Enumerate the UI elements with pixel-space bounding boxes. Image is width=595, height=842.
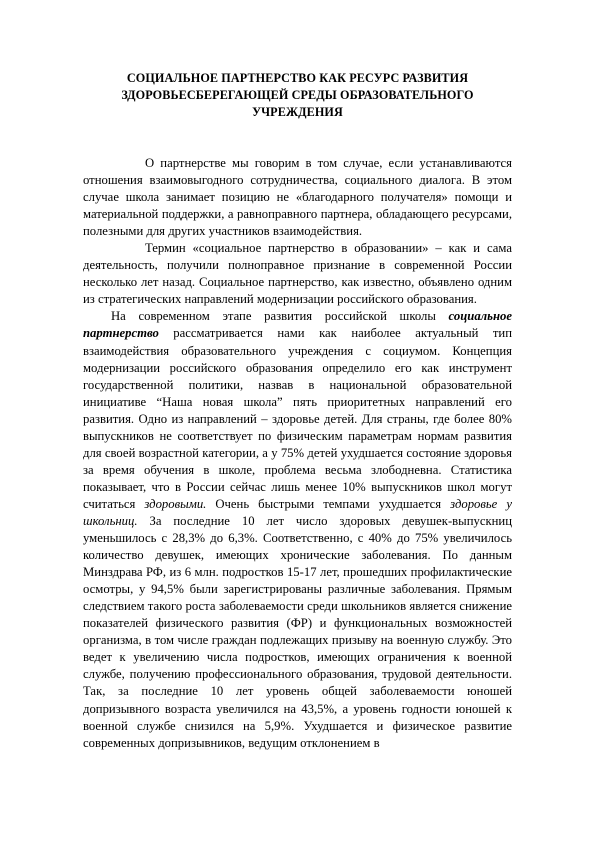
title-line-1: СОЦИАЛЬНОЕ ПАРТНЕРСТВО КАК РЕСУРС РАЗВИТИЯ xyxy=(126,71,469,85)
paragraph-partnership-definition: О партнерстве мы говорим в том случае, если устанавливаются отношения взаимовыгодного сотрудничества, социального диалога. В этом случае школа занимает позицию не «благодарного получателя» помощи и материальной поддержки, а равноправного партнера, обладающего ресурсами, полезными для других участников взаимодействия. xyxy=(83,156,512,239)
document-page xyxy=(83,70,512,752)
emphasis-healthy: здоровыми. xyxy=(144,496,207,511)
emphasis-social-partnership: социальное партнерство xyxy=(83,309,512,341)
emphasis-schoolgirls-health: здоровье у школьниц. xyxy=(83,496,512,528)
paragraph-text: Очень быстрыми темпами ухудшается xyxy=(206,496,451,511)
paragraph-text: рассматривается нами как наиболее актуальный тип взаимодействия образовательного учреждения с социумом. Концепция модернизации российского образования определило его как инструмент государственной политики, назвав в национальной образовательной инициативе “Наша новая школа” пять приоритетных направлений его развития. Одно из направлений – здоровье детей. Для страны, где более 80% выпускников не соответствует по физическим параметрам нормам развития для своей возрастной категории, а у 75% детей ухудшается состояние здоровья за время обучения в школе, проблема весьма злободневна. Статистика показывает, что в России сейчас лишь менее 10% выпускников школ могут считаться xyxy=(83,326,512,511)
paragraph-health-statistics xyxy=(83,308,512,751)
title-line-2: ЗДОРОВЬЕСБЕРЕГАЮЩЕЙ СРЕДЫ ОБРАЗОВАТЕЛЬНОГО xyxy=(121,88,474,102)
paragraph-text: За последние 10 лет число здоровых девушек-выпускниц уменьшилось с 28,3% до 6,3%. Соответственно, с 40% до 75% увеличилось количество девушек, имеющих хронические заболевания. По данным Минздрава РФ, из 6 млн. подростков 15-17 лет, прошедших профилактические осмотры, у 94,5% были зарегистрированы различные заболевания. Прямым следствием такого роста заболеваемости среди школьников является снижение показателей физического развития (ФР) и функциональных возможностей организма, в том числе граждан подлежащих призыву на военную службу. Это ведет к увеличению числа подростков, имеющих ограничения к военной службе, получению профессионального образования, трудовой деятельности. Так, за последние 10 лет уровень общей заболеваемости юношей допризывного возраста увеличился на 43,5%, а уровень годности юношей к военной службе снизился на 5,9%. Ухудшается и физическое развитие современных допризывников, ведущим отклонением в xyxy=(83,513,512,750)
paragraph-text: На современном этапе развития российской школы xyxy=(111,309,449,324)
title-line-3: УЧРЕЖДЕНИЯ xyxy=(252,105,343,119)
document-title xyxy=(83,70,512,121)
paragraph-term-recognition: Термин «социальное партнерство в образовании» – как и сама деятельность, получили полноправное признание в современной России несколько лет назад. Социальное партнерство, как известно, объявлено одним из стратегических направлений модернизации российского образования. xyxy=(83,241,512,307)
